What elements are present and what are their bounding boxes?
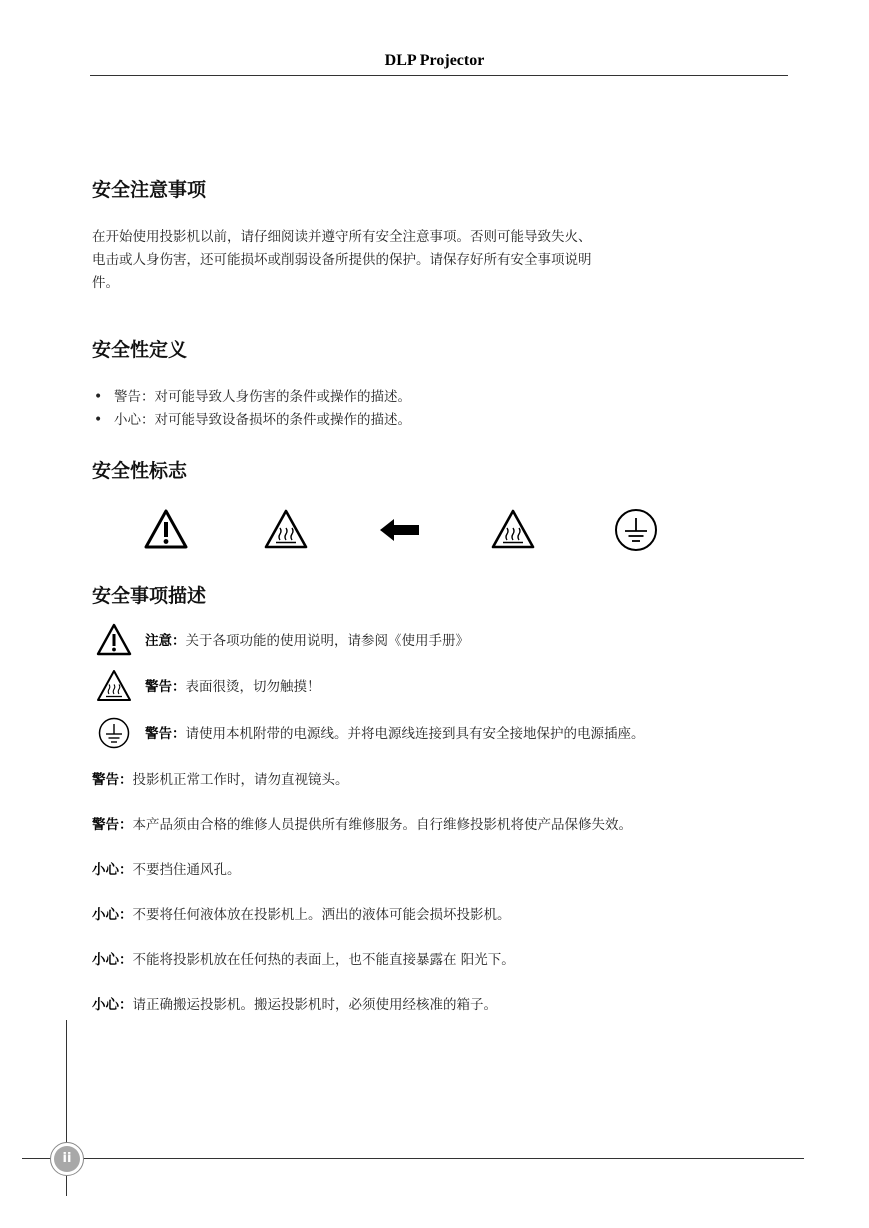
warning-label: 警告： xyxy=(145,726,186,742)
section-heading-safety-definitions: 安全性定义 xyxy=(92,339,188,361)
warning-text: 表面很烫，切勿触摸！ xyxy=(185,679,321,695)
item-text: 不要将任何液体放在投影机上。洒出的液体可能会损坏投影机。 xyxy=(132,907,511,923)
section-heading-safety-descriptions: 安全事项描述 xyxy=(92,585,207,607)
footer-rule xyxy=(22,1158,804,1159)
note-label: 注意： xyxy=(145,633,186,649)
item-label: 警告： xyxy=(92,817,133,833)
item-label: 小心： xyxy=(92,907,133,923)
paragraph-line: 电击或人身伤害，还可能损坏或削弱设备所提供的保护。请保存好所有安全事项说明 xyxy=(92,252,592,268)
item-text: 本产品须由合格的维修人员提供所有维修服务。自行维修投影机将使产品保修失效。 xyxy=(132,817,632,833)
safety-item xyxy=(92,993,497,1013)
item-label: 小心： xyxy=(92,952,133,968)
list-item: • 小心：对可能导致设备损坏的条件或操作的描述。 xyxy=(92,409,411,432)
item-label: 小心： xyxy=(92,997,133,1013)
item-text: 不要挡住通风孔。 xyxy=(132,862,241,878)
ground-icon xyxy=(613,507,659,553)
header-rule xyxy=(90,75,788,76)
hot-surface-icon xyxy=(263,507,309,553)
section-heading-safety-symbols: 安全性标志 xyxy=(92,460,188,482)
warning-triangle-icon xyxy=(143,507,189,553)
arrow-left-icon xyxy=(377,507,423,553)
item-text: 请正确搬运投影机。搬运投影机时，必须使用经核准的箱子。 xyxy=(132,997,497,1013)
page-number-badge xyxy=(50,1142,84,1176)
hot-surface-icon xyxy=(490,507,536,553)
safety-item xyxy=(92,858,241,878)
safety-item xyxy=(92,813,632,833)
item-label: 小心： xyxy=(92,862,133,878)
list-item: • 警告：对可能导致人身伤害的条件或操作的描述。 xyxy=(92,386,411,409)
safety-intro-paragraph xyxy=(92,226,692,295)
definitions-list xyxy=(92,386,411,432)
item-text: 不能将投影机放在任何热的表面上，也不能直接暴露在 阳光下。 xyxy=(132,952,515,968)
hot-surface-icon xyxy=(96,668,132,704)
note-text: 关于各项功能的使用说明，请参阅《使用手册》 xyxy=(185,633,469,649)
paragraph-line: 在开始使用投影机以前，请仔细阅读并遵守所有安全注意事项。否则可能导致失火、 xyxy=(92,229,592,245)
item-label: 警告： xyxy=(92,772,133,788)
paragraph-line: 件。 xyxy=(92,275,119,291)
ground-icon xyxy=(96,715,132,751)
safety-item xyxy=(92,948,515,968)
warning-label: 警告： xyxy=(145,679,186,695)
page-number: ii xyxy=(54,1146,80,1172)
safety-item xyxy=(92,903,511,923)
header-title: DLP Projector xyxy=(384,52,485,69)
item-text: 投影机正常工作时，请勿直视镜头。 xyxy=(132,772,349,788)
section-heading-safety-notes: 安全注意事项 xyxy=(92,179,207,201)
safety-item xyxy=(92,768,349,788)
warning-text: 请使用本机附带的电源线。并将电源线连接到具有安全接地保护的电源插座。 xyxy=(185,726,645,742)
warning-triangle-icon xyxy=(96,622,132,658)
